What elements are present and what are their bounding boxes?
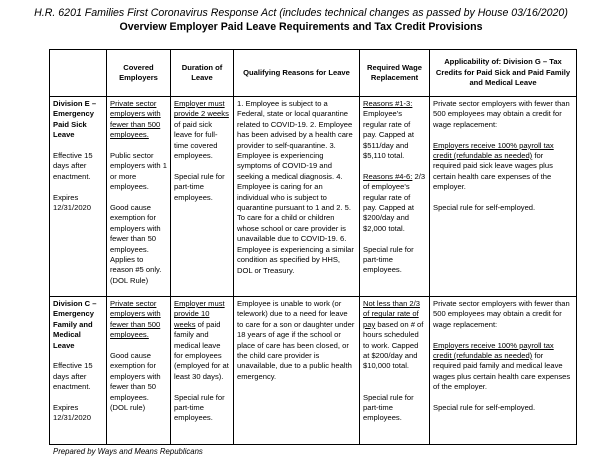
division-e-duration-cell — [171, 97, 234, 297]
header-qualifying-reasons: Qualifying Reasons for Leave — [234, 50, 360, 97]
division-e-applicability-cell — [430, 97, 577, 297]
document-title: H.R. 6201 Families First Coronavirus Response Act (includes technical changes as passed by House 03/16/2020) — [34, 7, 568, 19]
division-e-wage-detail-1: Employee's regular rate of pay. Capped at $511/day and $5,110 total. — [363, 109, 414, 161]
division-c-cell — [50, 297, 107, 445]
footer-credit: Prepared by Ways and Means Republicans — [53, 447, 203, 456]
division-c-app-detail: for required paid family and medical leave wages plus certain health care expenses of the employer. — [433, 351, 571, 392]
division-c-app-credit: Employers receive 100% payroll tax credit (refundable as needed) — [433, 340, 554, 361]
division-c-duration-cell — [171, 297, 234, 445]
division-c-wage-rate: Not less than 2/3 of regular rate of pay — [363, 299, 420, 329]
division-e-wage-cell — [360, 97, 430, 297]
division-e-cell — [50, 97, 107, 297]
header-row — [50, 50, 577, 97]
leave-provisions-table — [49, 49, 577, 445]
division-e-covered-exemption: Good cause exemption for employers with fewer than 50 employees. Applies to reason #5 only. (DOL Rule) — [110, 203, 162, 285]
division-e-app-credit: Employers receive 100% payroll tax credit (refundable as needed) — [433, 140, 554, 161]
division-c-app-special: Special rule for self-employed. — [433, 403, 536, 413]
division-c-covered-private: Private sector employers with fewer than 500 employees. — [110, 299, 161, 340]
division-e-wage-special: Special rule for part-time employees. — [363, 244, 414, 275]
division-e-duration-special: Special rule for part-time employees. — [174, 171, 225, 202]
division-c-app-intro: Private sector employers with fewer than 500 employees may obtain a credit for wage replacement: — [433, 299, 570, 329]
division-c-wage-detail: based on # of hours scheduled to work. Capped at $200/day and $10,000 total. — [363, 319, 424, 371]
division-c-expires: Expires 12/31/2020 — [53, 403, 92, 423]
division-e-qualifying-cell: 1. Employee is subject to a Federal, state or local quarantine related to COVID-19. 2. Employee has been advised by a health care provider to self-quarantine. 3. Employee is experiencing symptoms of COVID-19 and seeking a medical diagnosis. 4. Employee is caring for an individual who is subject to quarantine pursuant to 1 and 2. 5. To care for a child or children whose school or care provider is unavailable due to COVID-19. 6. Employee is experiencing a similar condition as specified by HHS, DOL or Treasury. — [234, 97, 360, 297]
division-e-app-special: Special rule for self-employed. — [433, 203, 536, 213]
header-duration: Duration of Leave — [171, 50, 234, 97]
table-row-division-c — [50, 297, 577, 445]
division-c-wage-special: Special rule for part-time employees. — [363, 392, 414, 423]
division-c-covered-exemption: Good cause exemption for employers with fewer than 50 employees. (DOL rule) — [110, 351, 161, 413]
division-e-duration-detail: of paid sick leave for full-time covered employees. — [174, 119, 218, 161]
division-e-wage-detail-2: 2/3 of employee's regular rate of pay. Capped at $200/day and $2,000 total. — [363, 171, 426, 233]
header-wage-replacement: Required Wage Replacement — [360, 50, 430, 97]
division-c-duration-detail: of paid family and medical leave for employees (employed for at least 30 days). — [174, 319, 229, 381]
header-covered-employers: Covered Employers — [107, 50, 171, 97]
division-e-duration-requirement: Employer must provide 2 weeks — [174, 99, 229, 119]
division-e-wage-reasons-4-6: Reasons #4-6: — [363, 171, 413, 181]
division-c-covered-cell — [107, 297, 171, 445]
table-row-division-e — [50, 97, 577, 297]
division-e-app-intro: Private sector employers with fewer than 500 employees may obtain a credit for wage replacement: — [433, 99, 570, 129]
division-e-title: Division E – Emergency Paid Sick Leave — [53, 99, 97, 140]
division-c-effective: Effective 15 days after enactment. — [53, 361, 93, 392]
header-applicability: Applicability of: Division G – Tax Credits for Paid Sick and Paid Family and Medical Leave — [430, 50, 577, 97]
division-c-qualifying-cell: Employee is unable to work (or telework) due to a need for leave to care for a son or daughter under 18 years of age if the school or place of care has been closed, or the child care provider is unavailable, due to a public health emergency. — [234, 297, 360, 445]
division-e-effective: Effective 15 days after enactment. — [53, 151, 93, 181]
header-blank — [50, 50, 107, 97]
division-c-title: Division C – Emergency Family and Medical Leave — [53, 299, 97, 350]
division-e-covered-public: Public sector employers with 1 or more employees. — [110, 151, 167, 192]
division-c-wage-cell — [360, 297, 430, 445]
division-e-covered-cell — [107, 97, 171, 297]
division-c-applicability-cell — [430, 297, 577, 445]
division-e-app-detail: for required paid sick leave wages plus certain health care expenses of the employer. — [433, 151, 553, 192]
division-c-duration-requirement: Employer must provide 10 weeks — [174, 299, 225, 329]
division-e-covered-private: Private sector employers with fewer than 500 employees. — [110, 99, 161, 140]
division-c-duration-special: Special rule for part-time employees. — [174, 392, 225, 423]
division-e-wage-reasons-1-3: Reasons #1-3: — [363, 99, 413, 108]
division-e-expires: Expires 12/31/2020 — [53, 192, 92, 213]
document-subtitle: Overview Employer Paid Leave Requirements and Tax Credit Provisions — [119, 21, 483, 33]
